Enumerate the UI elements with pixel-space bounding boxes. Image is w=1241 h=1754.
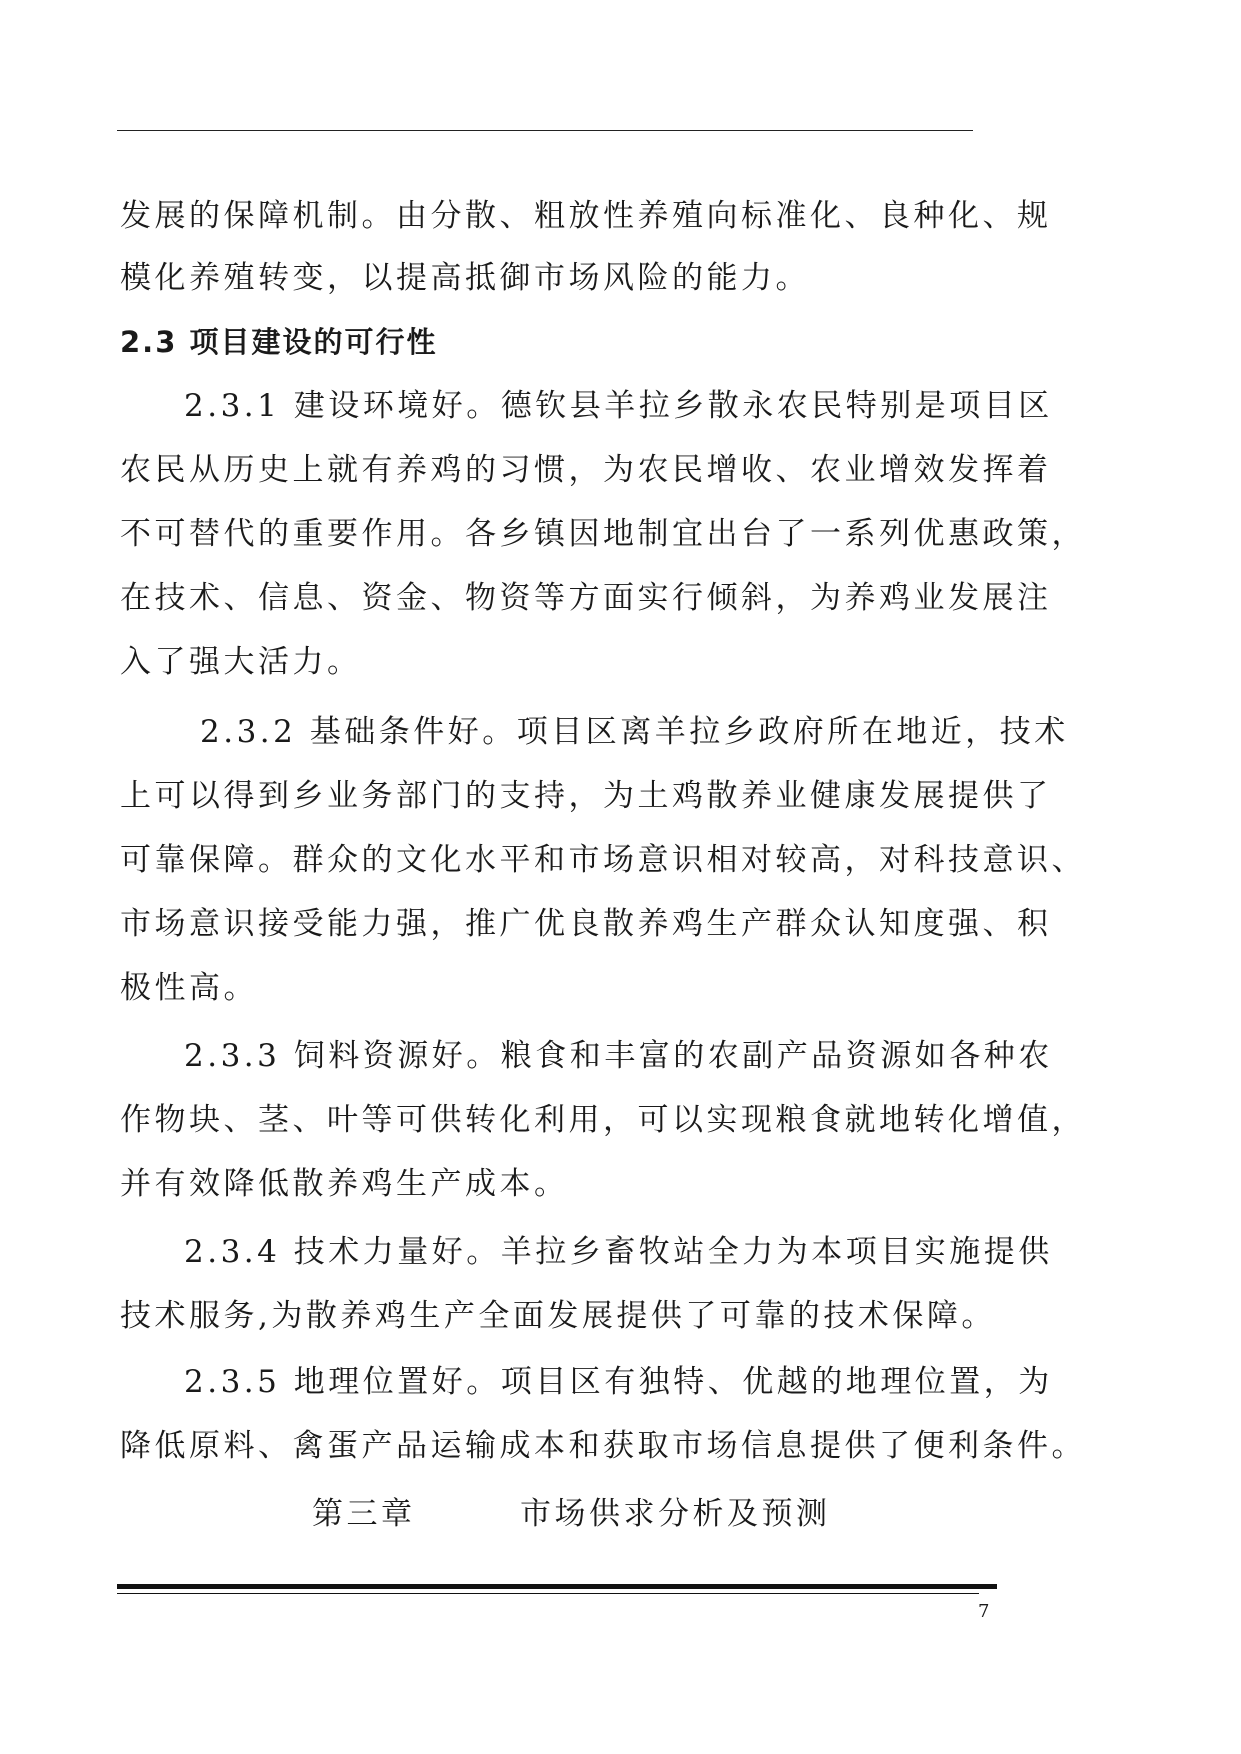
chapter-title: 市场供求分析及预测 <box>520 1496 831 1532</box>
body-text-line: 降低原料、禽蛋产品运输成本和获取市场信息提供了便利条件。 <box>120 1428 1086 1464</box>
body-text-line: 模化养殖转变，以提高抵御市场风险的能力。 <box>120 260 810 296</box>
body-text-line: 2.3.5 地理位置好。项目区有独特、优越的地理位置，为 <box>184 1364 1053 1400</box>
section-heading: 2.3 项目建设的可行性 <box>120 325 438 359</box>
page-number: 7 <box>978 1601 990 1622</box>
body-text-line: 极性高。 <box>120 970 258 1006</box>
body-text-line: 2.3.3 饲料资源好。粮食和丰富的农副产品资源如各种农 <box>184 1038 1053 1074</box>
chapter-number: 第三章 <box>312 1496 416 1532</box>
body-text-line: 不可替代的重要作用。各乡镇因地制宜出台了一系列优惠政策， <box>120 516 1086 552</box>
body-text-line: 可靠保障。群众的文化水平和市场意识相对较高，对科技意识、 <box>120 842 1086 878</box>
body-text-line: 技术服务,为散养鸡生产全面发展提供了可靠的技术保障。 <box>120 1298 996 1334</box>
body-text-line: 发展的保障机制。由分散、粗放性养殖向标准化、良种化、规 <box>120 198 1052 234</box>
footer-rule-thin <box>117 1593 979 1594</box>
body-text-line: 入了强大活力。 <box>120 644 362 680</box>
body-text-line: 农民从历史上就有养鸡的习惯，为农民增收、农业增效发挥着 <box>120 452 1052 488</box>
body-text-line: 2.3.1 建设环境好。德钦县羊拉乡散永农民特别是项目区 <box>184 388 1053 424</box>
body-text-line: 并有效降低散养鸡生产成本。 <box>120 1166 569 1202</box>
header-rule <box>117 130 973 131</box>
body-text-line: 上可以得到乡业务部门的支持，为土鸡散养业健康发展提供了 <box>120 778 1052 814</box>
footer-rule <box>117 1584 997 1589</box>
body-text-line: 市场意识接受能力强，推广优良散养鸡生产群众认知度强、积 <box>120 906 1052 942</box>
body-text-line: 2.3.4 技术力量好。羊拉乡畜牧站全力为本项目实施提供 <box>184 1234 1053 1270</box>
body-text-line: 作物块、茎、叶等可供转化利用，可以实现粮食就地转化增值， <box>120 1102 1086 1138</box>
body-text-line: 2.3.2 基础条件好。项目区离羊拉乡政府所在地近，技术 <box>200 714 1069 750</box>
body-text-line: 在技术、信息、资金、物资等方面实行倾斜，为养鸡业发展注 <box>120 580 1052 616</box>
